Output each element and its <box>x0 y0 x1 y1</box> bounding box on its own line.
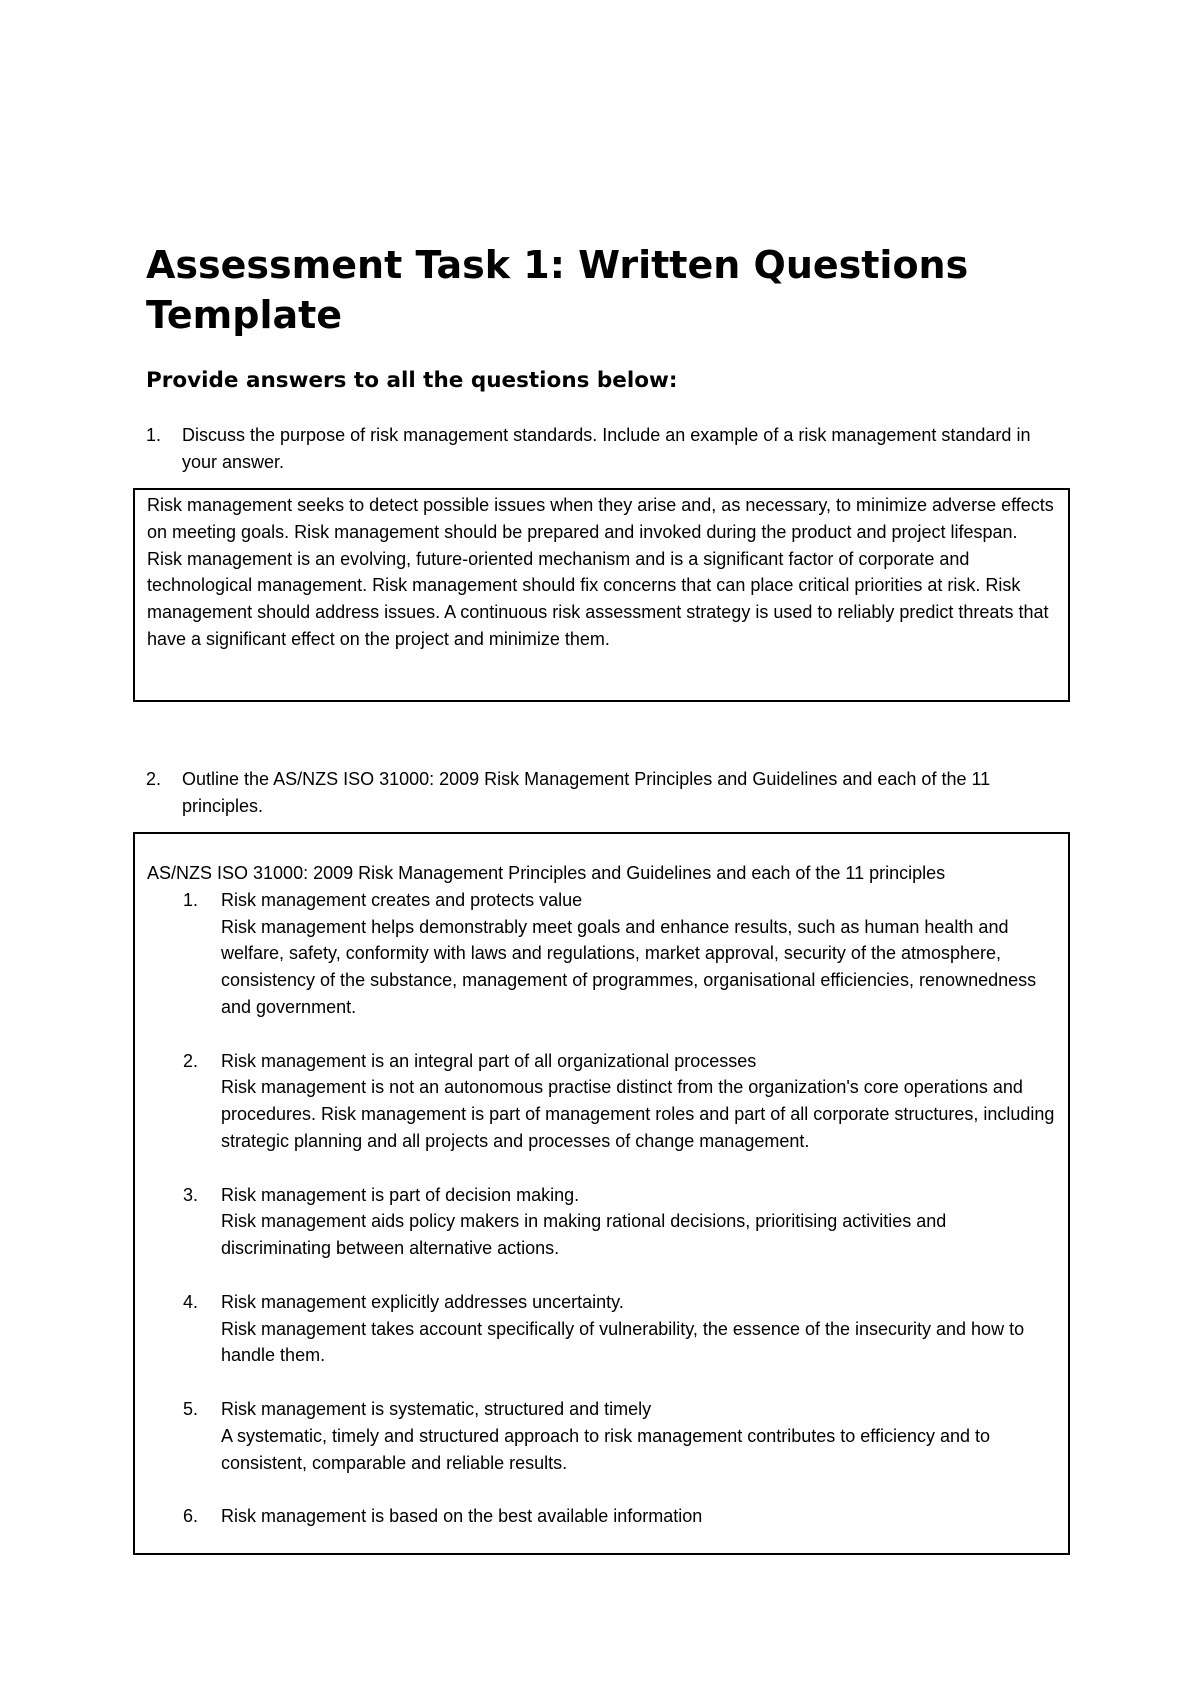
principle-title: Risk management explicitly addresses uncertainty. <box>221 1291 624 1312</box>
question-number: 1. <box>146 425 162 445</box>
question-text: Discuss the purpose of risk management standards. Include an example of a risk management standard in your answer. <box>182 425 1031 472</box>
question-number: 2. <box>146 769 162 789</box>
principle-title: Risk management is part of decision making. <box>221 1184 580 1205</box>
principle-item <box>147 1396 1058 1476</box>
principle-title: Risk management is an integral part of all organizational processes <box>221 1050 757 1071</box>
principle-item <box>147 1182 1058 1262</box>
principle-item <box>147 1503 1058 1530</box>
principle-title: Risk management is systematic, structured and timely <box>221 1398 652 1419</box>
answer-intro: AS/NZS ISO 31000: 2009 Risk Management Principles and Guidelines and each of the 11 principles <box>147 863 946 883</box>
instructions-heading: Provide answers to all the questions below: <box>146 368 678 393</box>
principle-item <box>147 1048 1058 1155</box>
principle-description: Risk management helps demonstrably meet goals and enhance results, such as human health and welfare, safety, conformity with laws and regulations, market approval, security of the atmosphere, consistency of the substance, management of programmes, organisational efficiencies, renownedness and government. <box>221 916 1037 1017</box>
principle-number: 5. <box>183 1398 199 1419</box>
principles-list <box>147 887 1058 1530</box>
principle-description: A systematic, timely and structured approach to risk management contributes to efficiency and to consistent, comparable and reliable results. <box>221 1425 991 1473</box>
principle-number: 6. <box>183 1506 199 1527</box>
question-text: Outline the AS/NZS ISO 31000: 2009 Risk Management Principles and Guidelines and each of the 11 principles. <box>182 769 991 816</box>
principle-number: 4. <box>183 1291 199 1312</box>
answer-paragraph: Risk management seeks to detect possible issues when they arise and, as necessary, to minimize adverse effects on meeting goals. Risk management should be prepared and invoked during the product and project lifespan. <box>147 495 1054 542</box>
answer-box-1[interactable] <box>133 488 1070 702</box>
principle-title: Risk management is based on the best available information <box>221 1506 703 1527</box>
principle-number: 1. <box>183 889 199 910</box>
principle-item <box>147 887 1058 1021</box>
principle-description: Risk management takes account specifically of vulnerability, the essence of the insecurity and how to handle them. <box>221 1318 1025 1366</box>
question-1 <box>146 422 1046 476</box>
principle-number: 2. <box>183 1050 199 1071</box>
principle-description: Risk management aids policy makers in making rational decisions, prioritising activities and discriminating between alternative actions. <box>221 1211 947 1259</box>
answer-box-2[interactable] <box>133 832 1070 1555</box>
question-2 <box>146 766 1046 820</box>
principle-description: Risk management is not an autonomous practise distinct from the organization's core operations and procedures. Risk management is part of management roles and part of all corporate structures, including strategic planning and all projects and processes of change management. <box>221 1077 1055 1151</box>
principle-item <box>147 1289 1058 1369</box>
page-title: Assessment Task 1: Written Questions Template <box>146 243 969 337</box>
principle-number: 3. <box>183 1184 199 1205</box>
principle-title: Risk management creates and protects value <box>221 889 583 910</box>
answer-paragraph: Risk management is an evolving, future-oriented mechanism and is a significant factor of corporate and technological management. Risk management should fix concerns that can place critical priorities at risk. Risk management should address issues. A continuous risk assessment strategy is used to reliably predict threats that have a significant effect on the project and minimize them. <box>147 548 1049 649</box>
